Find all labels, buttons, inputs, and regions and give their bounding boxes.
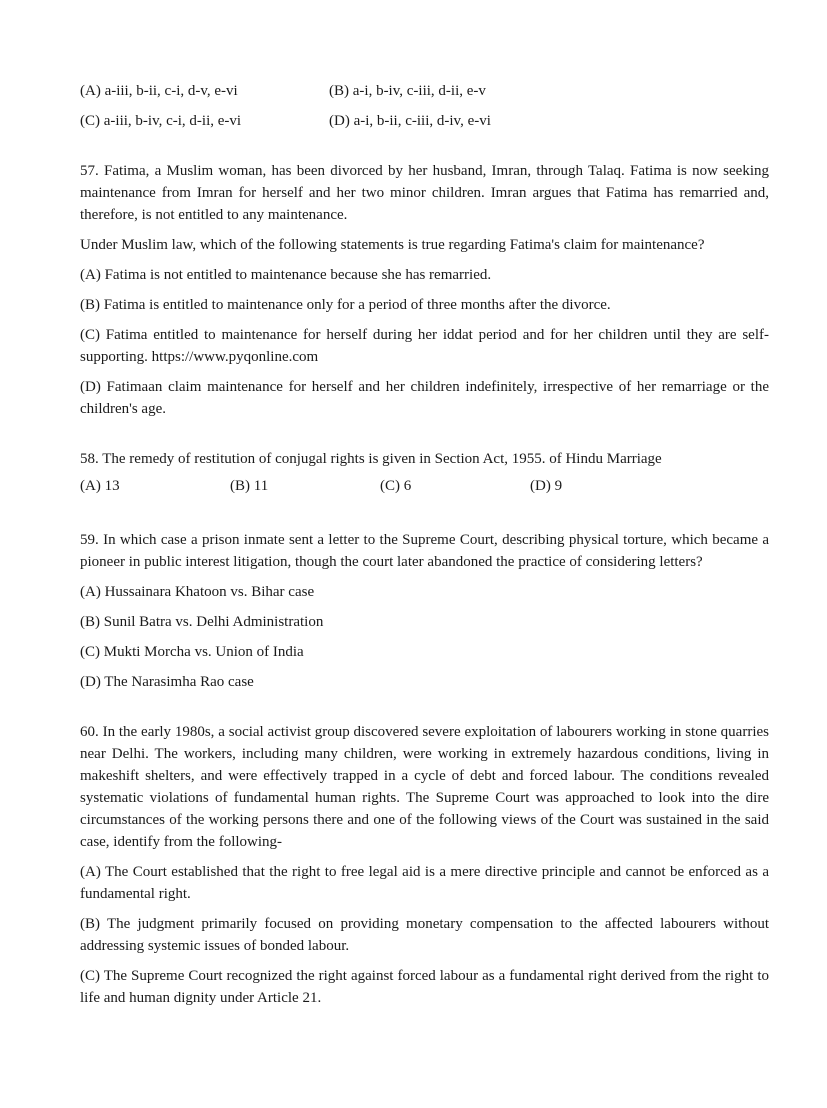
option-d: (D) a-i, b-ii, c-iii, d-iv, e-vi <box>329 112 491 129</box>
option-c: (C) Fatima entitled to maintenance for herself during her iddat period and for her children until they are self-supporting. https://www.pyqonline.com <box>80 327 769 365</box>
option-c: (C) The Supreme Court recognized the right against forced labour as a fundamental right derived from the right to life and human dignity under Article 21. <box>80 968 769 1006</box>
option-b: (B) Sunil Batra vs. Delhi Administration <box>80 614 324 630</box>
option-d: (D) Fatimaan claim maintenance for herself and her children indefinitely, irrespective of her remarriage or the children's age. <box>80 379 769 417</box>
option-c: (C) 6 <box>380 477 412 494</box>
question-stem: 57. Fatima, a Muslim woman, has been divorced by her husband, Imran, through Talaq. Fatima is now seeking maintenance from Imran for herself and her two minor children. Imran argues that Fatima has remarried and, therefore, is not entitled to any maintenance. <box>80 163 769 223</box>
option-c: (C) a-iii, b-iv, c-i, d-ii, e-vi <box>80 112 242 129</box>
question-prompt: Under Muslim law, which of the following statements is true regarding Fatima's claim for maintenance? <box>80 237 705 253</box>
option-b: (B) a-i, b-iv, c-iii, d-ii, e-v <box>329 82 486 99</box>
question-57 <box>80 160 769 420</box>
question-59 <box>80 529 769 693</box>
option-a: (A) Hussainara Khatoon vs. Bihar case <box>80 584 315 600</box>
document-page <box>80 78 769 1009</box>
prev-question-options <box>80 76 769 136</box>
option-a: (A) Fatima is not entitled to maintenance because she has remarried. <box>80 267 492 283</box>
option-a: (A) 13 <box>80 477 120 494</box>
question-stem: 59. In which case a prison inmate sent a letter to the Supreme Court, describing physical torture, which became a pioneer in public interest litigation, though the court later abandoned the practice of considering letters? <box>80 532 769 570</box>
option-c: (C) Mukti Morcha vs. Union of India <box>80 644 304 660</box>
option-a: (A) The Court established that the right to free legal aid is a mere directive principle and cannot be enforced as a fundamental right. <box>80 864 769 902</box>
question-58 <box>80 448 769 501</box>
option-b: (B) 11 <box>230 477 269 494</box>
question-stem: 60. In the early 1980s, a social activist group discovered severe exploitation of labourers working in stone quarries near Delhi. The workers, including many children, were working in extremely hazardous conditions, living in makeshift shelters, and were effectively trapped in a cycle of debt and forced labour. The conditions revealed systematic violations of fundamental human rights. The Supreme Court was approached to look into the dire circumstances of the working persons there and one of the following views of the Court was sustained in the said case, identify from the following- <box>80 724 769 850</box>
option-d: (D) 9 <box>530 477 563 494</box>
question-60 <box>80 721 769 1009</box>
question-stem: 58. The remedy of restitution of conjugal rights is given in Section Act, 1955. of Hindu Marriage <box>80 451 662 467</box>
option-b: (B) The judgment primarily focused on providing monetary compensation to the affected labourers without addressing systemic issues of bonded labour. <box>80 916 769 954</box>
option-b: (B) Fatima is entitled to maintenance only for a period of three months after the divorce. <box>80 297 611 313</box>
option-d: (D) The Narasimha Rao case <box>80 674 254 690</box>
option-a: (A) a-iii, b-ii, c-i, d-v, e-vi <box>80 82 238 99</box>
